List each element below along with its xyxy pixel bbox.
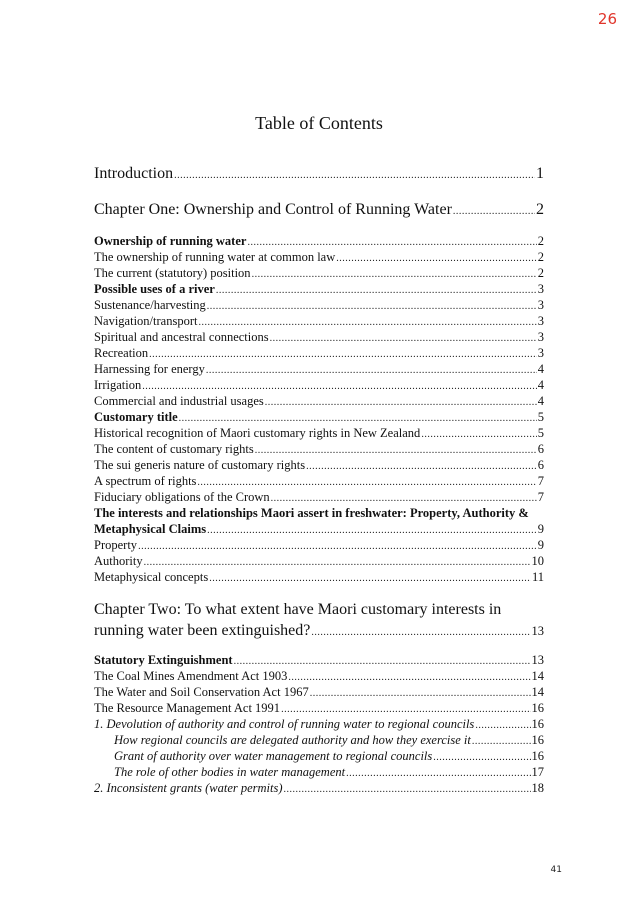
toc-entry[interactable] xyxy=(94,329,544,345)
toc-entry-label: Property xyxy=(94,538,138,552)
dot-leader xyxy=(174,166,535,186)
toc-entry-chapter-two-line1[interactable]: Chapter Two: To what extent have Maori customary interests in xyxy=(94,601,502,618)
toc-entry-page: 3 xyxy=(537,330,544,344)
toc-entry-page: 13 xyxy=(531,624,544,638)
toc-entry[interactable] xyxy=(94,716,544,732)
toc-entry[interactable] xyxy=(94,537,544,553)
toc-entry[interactable] xyxy=(94,700,544,716)
toc-entry-page: 3 xyxy=(537,314,544,328)
toc-entry[interactable] xyxy=(94,457,544,473)
toc-entry-label: Navigation/transport xyxy=(94,314,198,328)
toc-entry[interactable] xyxy=(94,265,544,281)
toc-entry-page: 7 xyxy=(537,474,544,488)
toc-entry[interactable] xyxy=(94,473,544,489)
toc-entry-page: 5 xyxy=(537,426,544,440)
toc-entry-page: 2 xyxy=(536,201,544,218)
toc-entry-label: Fiduciary obligations of the Crown xyxy=(94,490,270,504)
toc-entry-page: 9 xyxy=(537,522,544,536)
footer-page-number: 41 xyxy=(550,865,562,875)
toc-entry[interactable] xyxy=(94,249,544,265)
toc-entry-label: Customary title xyxy=(94,410,178,424)
toc-entry-interests-line1[interactable]: The interests and relationships Maori assert in freshwater: Property, Authority & xyxy=(94,506,529,520)
toc-entry-page: 14 xyxy=(531,669,544,683)
toc-entry-label: How regional councils are delegated authority and how they exercise it xyxy=(114,733,471,747)
toc-entry-page: 2 xyxy=(537,266,544,280)
corner-page-number: 26 xyxy=(597,10,617,28)
toc-entry[interactable] xyxy=(94,377,544,393)
toc-entry-page: 4 xyxy=(537,378,544,392)
toc-entry[interactable] xyxy=(114,764,544,780)
toc-entry[interactable] xyxy=(94,409,544,425)
toc-entry-label: Metaphysical concepts xyxy=(94,570,209,584)
toc-entry-page: 3 xyxy=(537,282,544,296)
toc-entry-label: A spectrum of rights xyxy=(94,474,197,488)
toc-entry-label: The sui generis nature of customary rights xyxy=(94,458,306,472)
toc-entry-label: The Resource Management Act 1991 xyxy=(94,701,281,715)
toc-entry[interactable] xyxy=(94,780,544,796)
toc-entry-label: Possible uses of a river xyxy=(94,282,215,296)
toc-entry-page: 3 xyxy=(537,298,544,312)
toc-entry-chapter-one[interactable] xyxy=(94,200,544,220)
toc-entry[interactable] xyxy=(94,297,544,313)
toc-entry-label: Irrigation xyxy=(94,378,142,392)
dot-leader xyxy=(311,623,530,643)
toc-entry-page: 2 xyxy=(537,250,544,264)
toc-entry-label: Commercial and industrial usages xyxy=(94,394,264,408)
toc-entry-page: 6 xyxy=(537,458,544,472)
toc-entry[interactable] xyxy=(94,553,544,569)
toc-entry-page: 1 xyxy=(536,165,544,182)
toc-entry[interactable] xyxy=(94,668,544,684)
toc-entry-page: 17 xyxy=(531,765,544,779)
toc-entry-page: 11 xyxy=(531,570,544,584)
toc-entry[interactable] xyxy=(94,684,544,700)
toc-entry[interactable] xyxy=(94,281,544,297)
toc-entry[interactable] xyxy=(114,732,544,748)
toc-entry-label: 1. Devolution of authority and control of running water to regional councils xyxy=(94,717,475,731)
toc-entry[interactable] xyxy=(94,569,544,585)
toc-entry-label: The current (statutory) position xyxy=(94,266,251,280)
toc-entry-label: The Water and Soil Conservation Act 1967 xyxy=(94,685,309,699)
toc-entry[interactable] xyxy=(94,361,544,377)
toc-entry[interactable] xyxy=(94,441,544,457)
toc-entry-page: 18 xyxy=(531,781,544,795)
toc-entry[interactable] xyxy=(94,652,544,668)
toc-entry-label: The role of other bodies in water management xyxy=(114,765,346,779)
toc-entry-label: Authority xyxy=(94,554,143,568)
toc-entry[interactable] xyxy=(114,748,544,764)
toc-entry-page: 3 xyxy=(537,346,544,360)
toc-entry-label: Harnessing for energy xyxy=(94,362,205,376)
dot-leader xyxy=(453,202,535,222)
toc-entry[interactable] xyxy=(94,345,544,361)
toc-entry-interests[interactable] xyxy=(94,521,544,537)
toc-entry-page: 14 xyxy=(531,685,544,699)
toc-entry-label: running water been extinguished? xyxy=(94,622,311,639)
toc-entry-label: The content of customary rights xyxy=(94,442,254,456)
page-title: Table of Contents xyxy=(255,113,383,133)
toc-entry[interactable] xyxy=(94,425,544,441)
toc-entry-chapter-two[interactable] xyxy=(94,621,544,641)
toc-entry-page: 16 xyxy=(531,749,544,763)
toc-entry[interactable] xyxy=(94,393,544,409)
toc-entry-label: 2. Inconsistent grants (water permits) xyxy=(94,781,283,795)
toc-entry-page: 2 xyxy=(537,234,544,248)
toc-entry-page: 4 xyxy=(537,362,544,376)
toc-entry[interactable] xyxy=(94,489,544,505)
toc-entry-label: Chapter One: Ownership and Control of Running Water xyxy=(94,201,452,218)
toc-entry-page: 6 xyxy=(537,442,544,456)
toc-entry-page: 4 xyxy=(537,394,544,408)
toc-entry-page: 13 xyxy=(531,653,544,667)
toc-entry-page: 16 xyxy=(531,701,544,715)
toc-entry[interactable] xyxy=(94,313,544,329)
toc-entry-label: Metaphysical Claims xyxy=(94,522,207,536)
toc-entry-page: 16 xyxy=(531,733,544,747)
toc-entry-page: 16 xyxy=(531,717,544,731)
toc-entry-label: Introduction xyxy=(94,165,174,182)
toc-entry-page: 9 xyxy=(537,538,544,552)
toc-entry-label: Spiritual and ancestral connections xyxy=(94,330,269,344)
toc-entry-label: Ownership of running water xyxy=(94,234,247,248)
toc-entry-label: Grant of authority over water management to regional councils xyxy=(114,749,433,763)
toc-entry-introduction[interactable] xyxy=(94,164,544,184)
toc-entry-label: The ownership of running water at common law xyxy=(94,250,336,264)
toc-entry[interactable] xyxy=(94,233,544,249)
toc-entry-label: Sustenance/harvesting xyxy=(94,298,206,312)
toc-entry-label: The Coal Mines Amendment Act 1903 xyxy=(94,669,288,683)
dot-leader xyxy=(209,571,531,587)
toc-entry-page: 7 xyxy=(537,490,544,504)
toc-entry-label: Recreation xyxy=(94,346,149,360)
toc-entry-label: Statutory Extinguishment xyxy=(94,653,233,667)
toc-entry-label: Historical recognition of Maori customary rights in New Zealand xyxy=(94,426,421,440)
toc-entry-page: 5 xyxy=(537,410,544,424)
dot-leader xyxy=(284,782,531,798)
toc-entry-page: 10 xyxy=(531,554,544,568)
